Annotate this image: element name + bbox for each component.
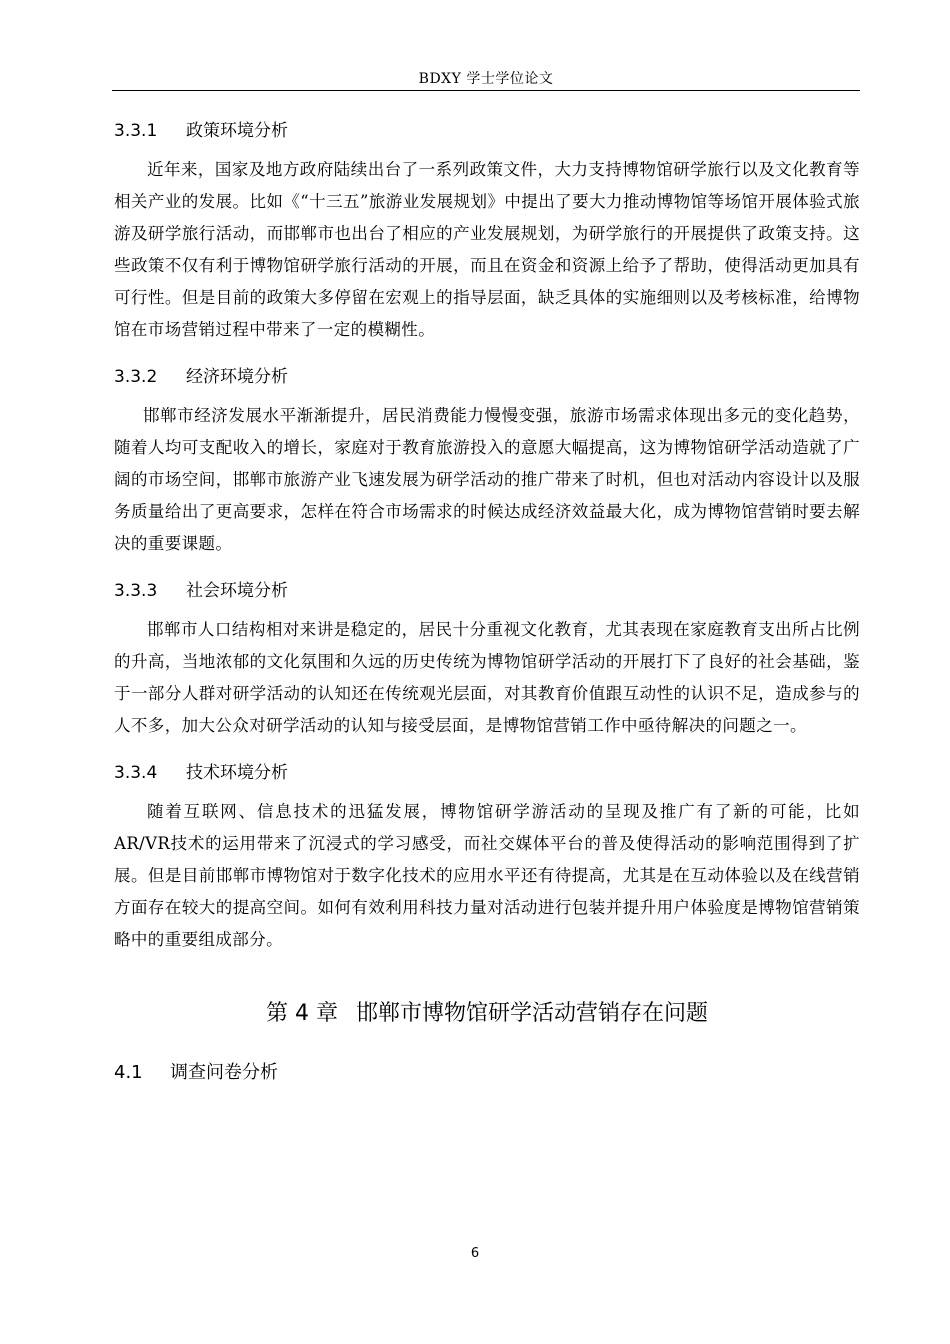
subsection-number: 4.1	[114, 1062, 143, 1083]
section-heading-3-3-3	[114, 574, 860, 608]
section-paragraph: 邯郸市人口结构相对来讲是稳定的，居民十分重视文化教育，尤其表现在家庭教育支出所占比例的升高，当地浓郁的文化氛围和久远的历史传统为博物馆研学活动的开展打下了良好的社会基础，鉴于一部分人群对研学活动的认知还在传统观光层面，对其教育价值跟互动性的认识不足，造成参与的人不多，加大公众对研学活动的认知与接受层面，是博物馆营销工作中亟待解决的问题之一。	[114, 620, 860, 735]
document-body	[114, 114, 860, 1090]
subsection-title: 调查问卷分析	[170, 1062, 278, 1083]
section-title: 社会环境分析	[186, 581, 288, 601]
chapter-title: 邯郸市博物馆研学活动营销存在问题	[355, 1001, 708, 1026]
section-number: 3.3.2	[114, 367, 158, 387]
section-heading-3-3-1	[114, 114, 860, 148]
subsection-heading-4-1	[114, 1056, 860, 1090]
header-title: BDXY 学士学位论文	[418, 71, 554, 87]
section-title: 技术环境分析	[186, 763, 288, 783]
page-number: 6	[470, 1246, 480, 1261]
section-paragraph: 邯郸市经济发展水平渐渐提升，居民消费能力慢慢变强，旅游市场需求体现出多元的变化趋势，随着人均可支配收入的增长，家庭对于教育旅游投入的意愿大幅提高，这为博物馆研学活动造就了广阔的市场空间，邯郸市旅游产业飞速发展为研学活动的推广带来了时机，但也对活动内容设计以及服务质量给出了更高要求，怎样在符合市场需求的时候达成经济效益最大化，成为博物馆营销时要去解决的重要课题。	[114, 406, 860, 553]
section-number: 3.3.3	[114, 581, 158, 601]
section-title: 经济环境分析	[186, 367, 288, 387]
section-number: 3.3.4	[114, 763, 158, 783]
chapter-label: 第 4 章	[266, 1001, 338, 1026]
section-number: 3.3.1	[114, 121, 158, 141]
page-header	[112, 60, 860, 91]
section-paragraph: 随着互联网、信息技术的迅猛发展，博物馆研学游活动的呈现及推广有了新的可能，比如AR/VR技术的运用带来了沉浸式的学习感受，而社交媒体平台的普及使得活动的影响范围得到了扩展。但是目前邯郸市博物馆对于数字化技术的应用水平还有待提高，尤其是在互动体验以及在线营销方面存在较大的提高空间。如何有效利用科技力量对活动进行包装并提升用户体验度是博物馆营销策略中的重要组成部分。	[114, 802, 860, 949]
section-heading-3-3-4	[114, 756, 860, 790]
chapter-heading	[114, 994, 860, 1034]
section-title: 政策环境分析	[186, 121, 288, 141]
section-paragraph: 近年来，国家及地方政府陆续出台了一系列政策文件，大力支持博物馆研学旅行以及文化教育等相关产业的发展。比如《“十三五”旅游业发展规划》中提出了要大力推动博物馆等场馆开展体验式旅游及研学旅行活动，而邯郸市也出台了相应的产业发展规划，为研学旅行的开展提供了政策支持。这些政策不仅有利于博物馆研学旅行活动的开展，而且在资金和资源上给予了帮助，使得活动更加具有可行性。但是目前的政策大多停留在宏观上的指导层面，缺乏具体的实施细则以及考核标准，给博物馆在市场营销过程中带来了一定的模糊性。	[114, 160, 860, 339]
section-heading-3-3-2	[114, 360, 860, 394]
